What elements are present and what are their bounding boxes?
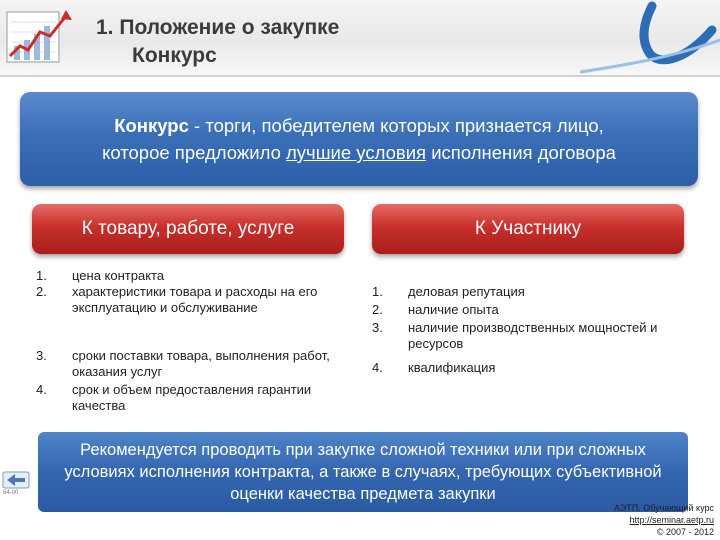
list-item: наличие производственных мощностей и ресурсов — [408, 320, 658, 351]
footer-copyright: © 2007 - 2012 — [656, 527, 714, 537]
back-arrow-icon[interactable] — [2, 470, 32, 492]
list-item-number: 1. — [372, 284, 383, 299]
swoosh-icon — [580, 0, 720, 80]
page-title-line2: Конкурс — [132, 44, 217, 67]
page-title-line1: 1. Положение о закупке — [96, 16, 340, 39]
list-item-number: 2. — [372, 302, 383, 317]
recommendation-line2: условиях исполнения контракта, а также в случаях, требующих субъективной — [64, 463, 662, 481]
goods-criteria-button[interactable]: К товару, работе, услуге — [32, 204, 344, 254]
chart-growth-icon — [6, 8, 74, 66]
recommendation-box — [38, 432, 688, 512]
list-item-number: 2. — [36, 284, 47, 299]
list-item: квалификация — [408, 360, 496, 375]
list-item-number: 1. — [36, 268, 47, 283]
list-item: срок и объем предоставления гарантии качества — [72, 382, 312, 413]
definition-line2 — [20, 139, 698, 166]
participant-criteria-list — [372, 284, 672, 384]
recommendation-line1: Рекомендуется проводить при закупке сложной техники или при сложных — [80, 441, 646, 459]
list-item-number: 3. — [372, 320, 383, 335]
recommendation-line3: оценки качества предмета закупки — [230, 485, 496, 503]
footer-course: АЭТП. Обучающий курс — [613, 503, 714, 513]
definition-text-after: исполнения договора — [426, 142, 616, 163]
page-title — [96, 14, 339, 70]
definition-highlight: лучшие условия — [286, 142, 427, 163]
list-item-number: 3. — [36, 348, 47, 363]
footer-url-link[interactable]: http://seminar.aetp.ru — [629, 515, 714, 525]
list-item-number: 4. — [36, 382, 47, 397]
goods-criteria-list — [36, 268, 346, 428]
list-item: цена контракта — [72, 268, 165, 283]
list-item: сроки поставки товара, выполнения работ, оказания услуг — [72, 348, 330, 379]
definition-text: - торги, победителем которых признается лицо, — [188, 115, 604, 136]
participant-criteria-button[interactable]: К Участнику — [372, 204, 684, 254]
list-item: наличие опыта — [408, 302, 499, 317]
list-item-number: 4. — [372, 360, 383, 375]
list-item: деловая репутация — [408, 284, 525, 299]
footer — [614, 502, 714, 538]
definition-text-before: которое предложило — [102, 142, 287, 163]
list-item: характеристики товара и расходы на его эксплуатацию и обслуживание — [72, 284, 318, 315]
definition-line1 — [20, 112, 698, 139]
slide-code: 64-00 — [3, 490, 19, 496]
definition-box — [20, 92, 698, 186]
definition-term: Конкурс — [114, 115, 189, 136]
